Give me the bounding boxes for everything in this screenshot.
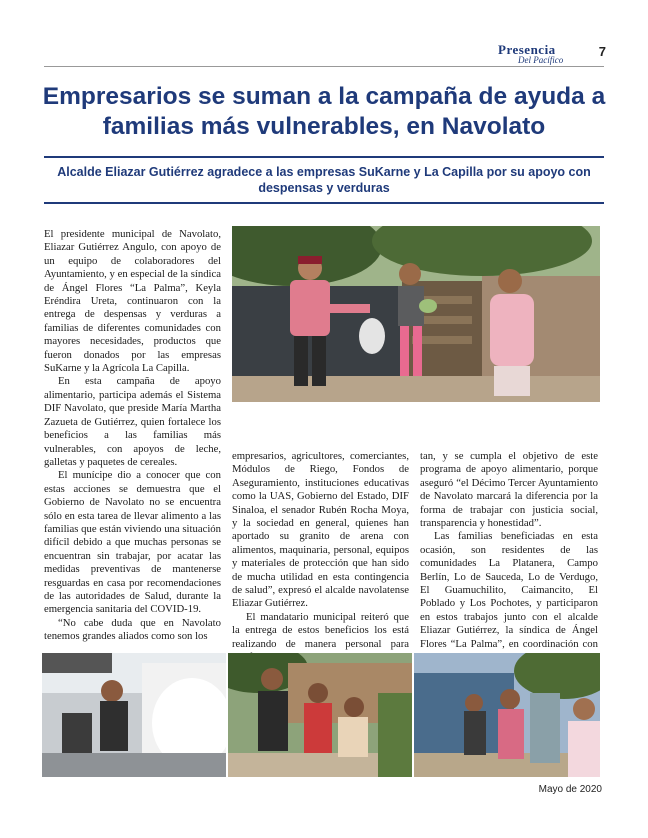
masthead-title: Presencia: [498, 42, 556, 57]
paragraph: tan, y se cumpla el objetivo de este programa de apoyo alimentario, porque aseguró “el Décimo Tercer Ayuntamiento de Navolato marcará la diferencia por la forma de trabajar con justicia social, transparencia y honestidad”.: [420, 450, 598, 530]
main-photo: [232, 226, 600, 402]
bottom-photo-1: [42, 653, 226, 777]
bottom-photo-3: [414, 653, 600, 777]
paragraph: El presidente municipal de Navolato, Eliazar Gutiérrez Angulo, con apoyo de un equipo de colaboradores del Ayuntamiento, y en especial de la síndica de Ángel Flores “La Palma”, Keyla Eréndira Ureta, continuaron con la entrega de despensas y verduras a familias de diferentes comunidades con mayores necesidades, productos que fueron donados por las empresas SuKarne y la Agrícola La Capilla.: [44, 228, 221, 375]
text-column-3: [420, 450, 598, 665]
article-headline: Empresarios se suman a la campaña de ayuda a familias más vulnerables, en Navolato: [42, 83, 606, 140]
page-number: 7: [598, 44, 606, 59]
issue-date: Mayo de 2020: [538, 784, 602, 795]
subhead-top-rule: [44, 156, 604, 158]
paragraph: empresarios, agricultores, comerciantes, Módulos de Riego, Fondos de Aseguramiento, instituciones educativas como la UAS, Gobierno del Estado, DIF Sinaloa, el senador Rubén Rocha Moya, y la sociedad en general, quienes han aportado su granito de arena con alimentos, maquinaria, personal, equipos y materiales de protección que han sido de mucha utilidad en esta contingencia de salud”, expresó el alcalde navolatense Eliazar Gutiérrez.: [232, 450, 409, 610]
header-divider: [44, 66, 604, 67]
paragraph: En esta campaña de apoyo alimentario, participa además el Sistema DIF Navolato, que preside María Martha Zazueta de Gutiérrez, quien fortalece los beneficios a las familias más vulnerables, con apoyos de leche, galletas y paquetes de cereales.: [44, 375, 221, 468]
masthead-subtitle: Del Pacífico: [518, 55, 564, 65]
paragraph: “No cabe duda que en Navolato tenemos grandes aliados como son los: [44, 616, 221, 643]
subhead-bottom-rule: [44, 202, 604, 204]
paragraph: El mandatario municipal reiteró que la entrega de estos beneficios los está realizando de manera personal para: [232, 610, 409, 650]
text-column-2: [232, 450, 409, 678]
text-column-1: [44, 228, 221, 644]
paragraph: Las familias beneficiadas en esta ocasión, son residentes de las comunidades La Platanera, Campo Berlín, Lo de Sauceda, Lo de Verdugo, El Guamuchilito, Caimancito, El Poblado y Los Pochotes, y participaron en estos trabajos junto con el alcalde Eliazar Gutiérrez, la síndica de Ángel Flores “La Palma”, en coordinación con: [420, 530, 598, 650]
bottom-photo-2: [228, 653, 412, 777]
paragraph: El munícipe dio a conocer que con estas acciones se demuestra que el Gobierno de Navolato no se encuentra sólo en esta tarea de llevar alimento a las familias que están viviendo una situación difícil debido a que muchas personas se encuentran sin trabajar, por acatar las medidas preventivas de mantenerse resguardas en casa por recomendaciones de las autoridades de Salud, durante la emergencia sanitaria del COVID-19.: [44, 469, 221, 616]
article-subheadline: Alcalde Eliazar Gutiérrez agradece a las empresas SuKarne y La Capilla por su apoyo con despensas y verduras: [57, 165, 591, 195]
masthead-logo: [498, 42, 578, 68]
